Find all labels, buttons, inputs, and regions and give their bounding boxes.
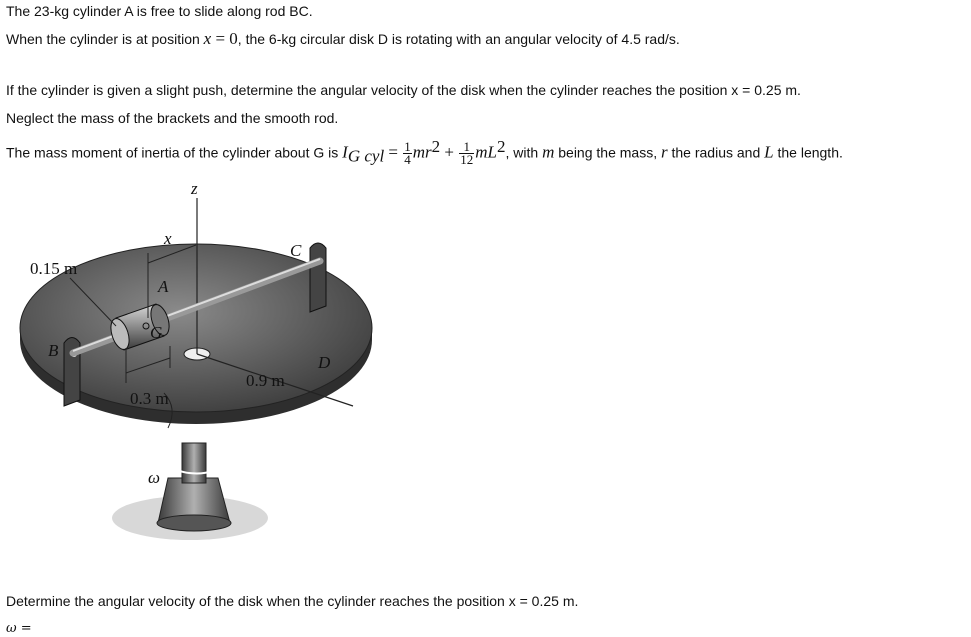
line2-pre: When the cylinder is at position [6, 31, 204, 47]
problem-line-1: The 23-kg cylinder A is free to slide along rod BC. [6, 3, 313, 19]
line2-math-var: x [203, 29, 212, 48]
question-text: Determine the angular velocity of the disk when the cylinder reaches the position x = 0.25 m. [6, 593, 579, 609]
var-L: L [764, 142, 774, 162]
inertia-eq: = [384, 142, 403, 162]
fraction-one-twelfth [459, 141, 474, 166]
pedestal-shaft [182, 443, 206, 483]
var-m: m [542, 142, 555, 162]
label-b: B [48, 341, 59, 360]
label-radius-disk: 0.9 m [246, 371, 285, 390]
line5-mid3: the radius and [667, 144, 765, 161]
inertia-sub: G cyl [347, 146, 385, 166]
line2-post: , the 6-kg circular disk D is rotating with an angular velocity of 4.5 rad/s. [237, 31, 680, 47]
fraction-one-quarter [403, 141, 412, 166]
inertia-I: I [342, 142, 348, 162]
inertia-plus: + [440, 142, 459, 162]
label-x: x [164, 229, 172, 248]
label-d: D [318, 353, 331, 372]
frac1-den: 4 [404, 152, 411, 168]
line5-pre: The mass moment of inertia of the cylinder about G is [6, 144, 343, 161]
frac1-num: 1 [404, 139, 411, 155]
label-c: C [290, 241, 302, 260]
answer-row [6, 620, 32, 636]
pedestal-foot [157, 515, 231, 531]
var-r: r [660, 142, 668, 162]
problem-line-4: Neglect the mass of the brackets and the smooth rod. [6, 110, 339, 126]
inertia-term1: mr [412, 142, 432, 162]
line5-mid1: , with [505, 144, 543, 161]
label-omega: ω [148, 468, 161, 487]
frac2-num: 1 [459, 141, 474, 154]
line5-post: the length. [773, 144, 843, 161]
label-g: G [150, 323, 163, 342]
label-z: z [191, 179, 198, 198]
frac2-den: 12 [460, 152, 474, 168]
label-a: A [158, 277, 169, 296]
problem-line-3: If the cylinder is given a slight push, determine the angular velocity of the disk when the cylinder reaches the position x = 0.25 m. [6, 82, 801, 98]
inertia-term1-exp: 2 [431, 137, 441, 156]
label-dim-03: 0.3 m [130, 389, 169, 408]
inertia-term2: mL [475, 142, 497, 162]
problem-line-5 [6, 137, 843, 167]
bracket-c [310, 243, 326, 312]
rotating-disk-figure [18, 178, 378, 553]
line2-math-rest: = 0 [211, 29, 238, 48]
inertia-term2-exp: 2 [497, 137, 506, 156]
problem-line-2 [6, 29, 680, 49]
answer-label: ω = [6, 621, 32, 636]
line5-mid2: being the mass, [554, 144, 661, 161]
label-radius-cylinder: 0.15 m [30, 259, 78, 278]
